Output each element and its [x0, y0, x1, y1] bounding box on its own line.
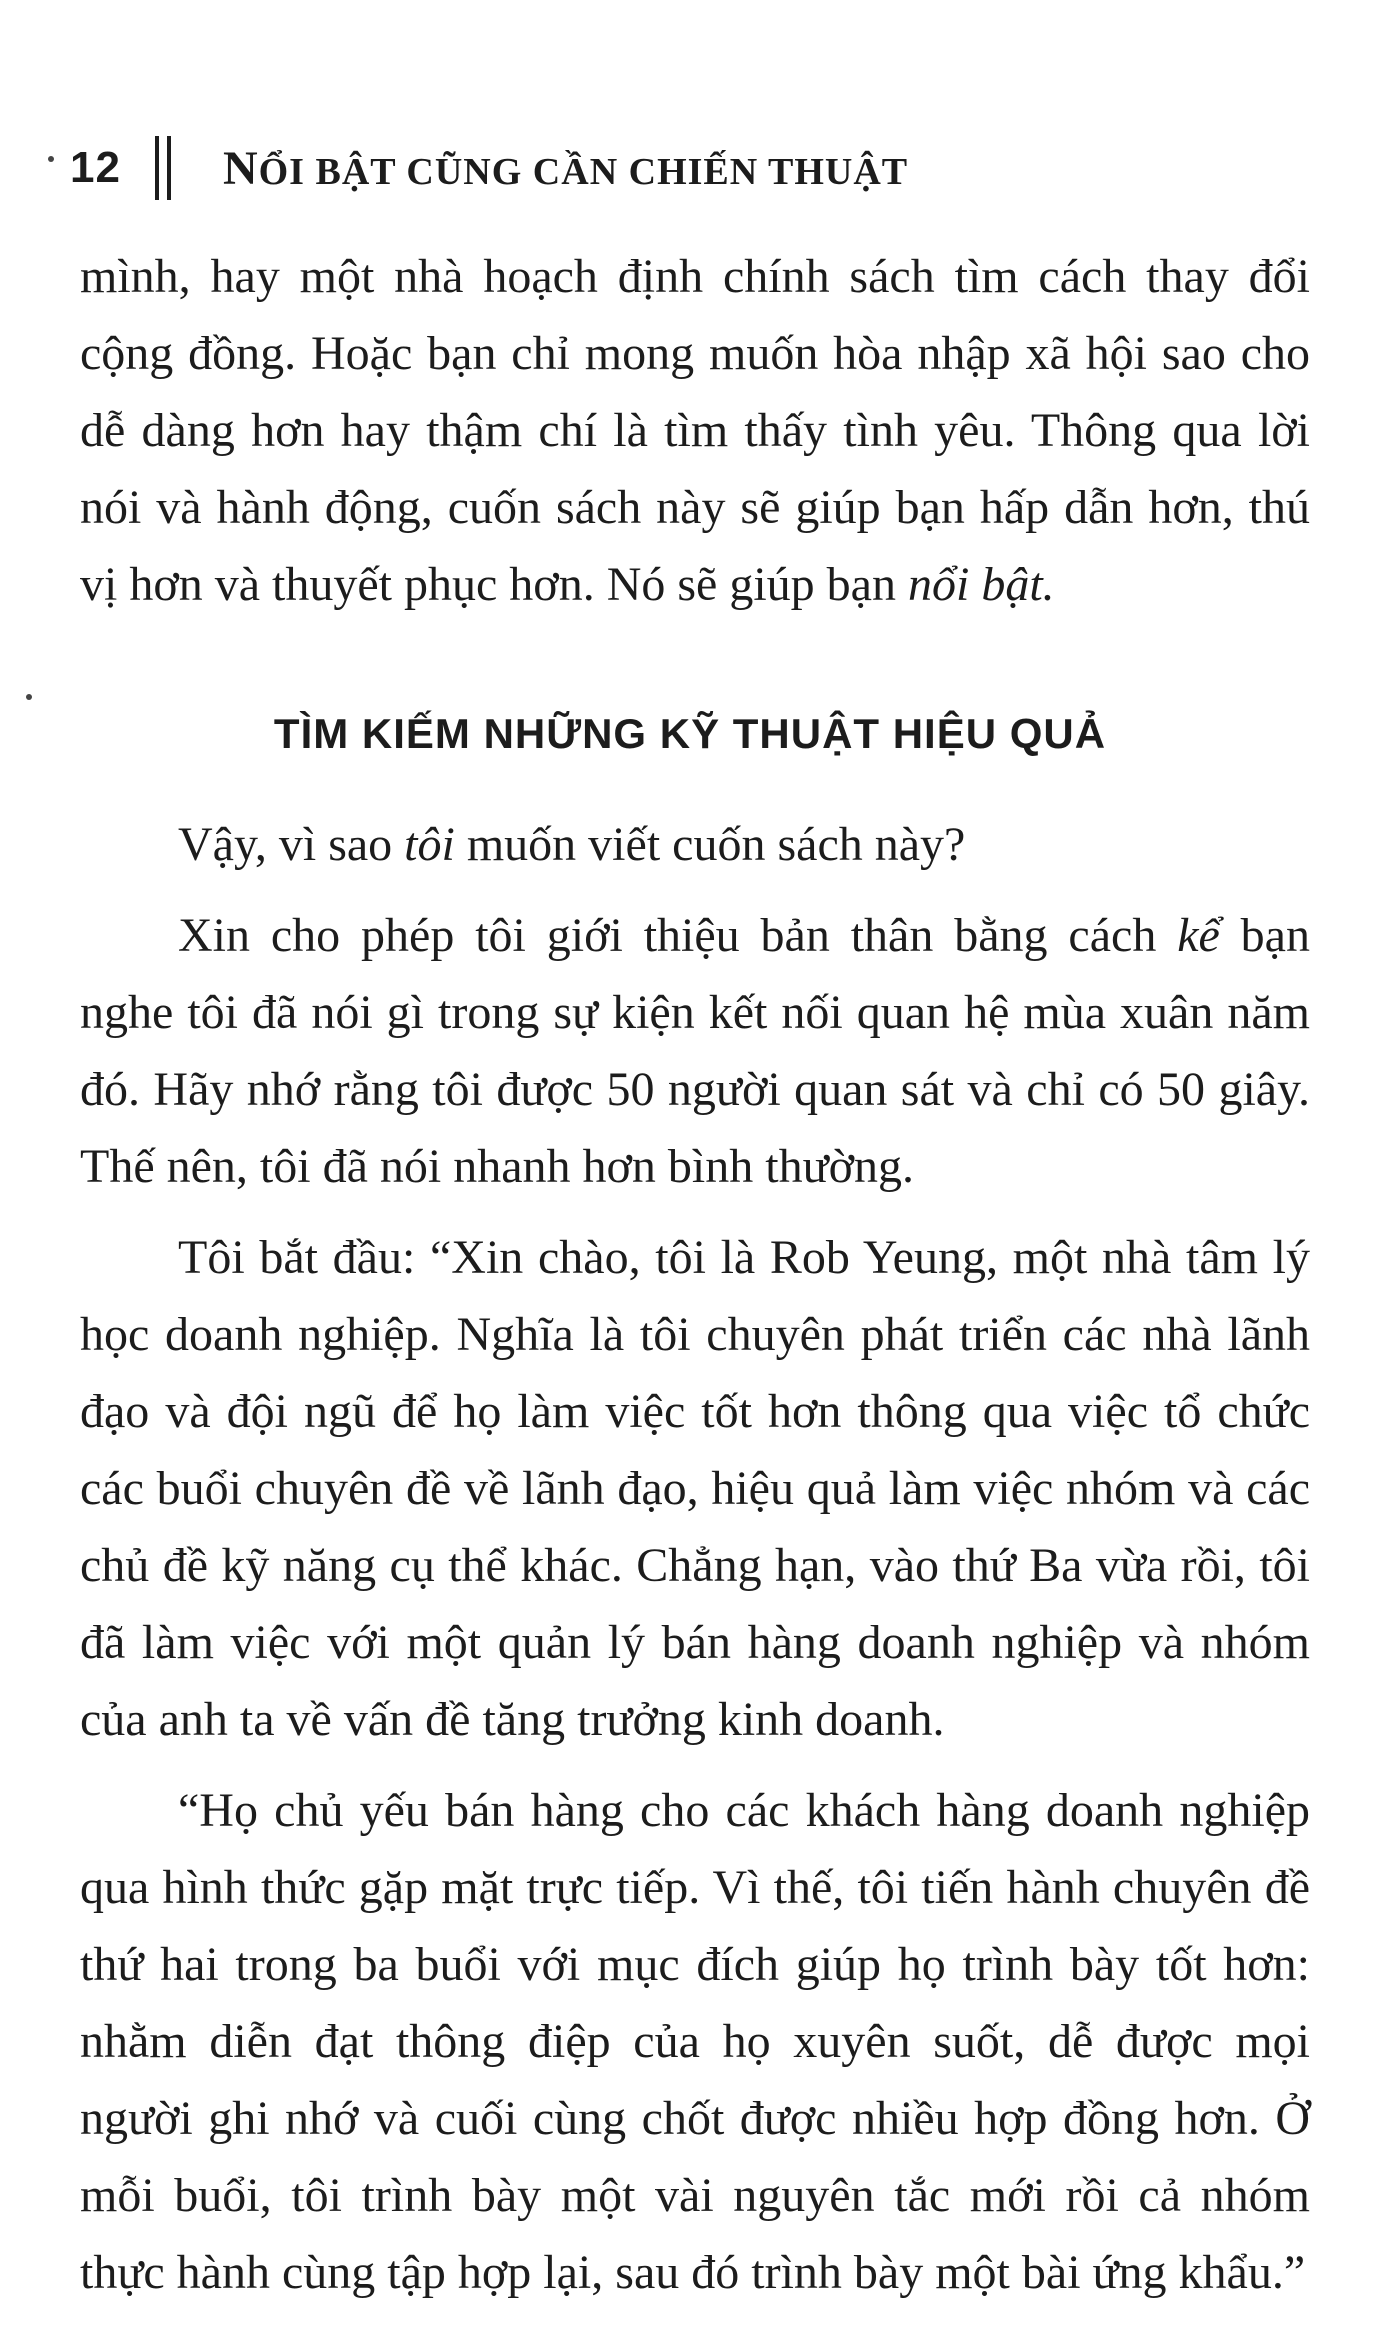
- intro-paragraph: [80, 238, 1310, 623]
- print-speck: [48, 156, 54, 162]
- section-heading: TÌM KIẾM NHỮNG KỸ THUẬT HIỆU QUẢ: [273, 710, 1107, 757]
- running-head: [223, 141, 908, 196]
- page-number: 12: [70, 143, 121, 192]
- paragraph-2-text-b: bạn nghe tôi đã nói gì trong sự kiện kết nối quan hệ mùa xuân năm đó. Hãy nhớ rằng tôi được 50 người quan sát và chỉ có 50 giây. Thế nên, tôi đã nói nhanh hơn bình thường.: [80, 909, 1310, 1193]
- running-head-initial: N: [222, 141, 259, 195]
- intro-emphasis: nổi bật.: [907, 558, 1055, 611]
- page-header: [70, 128, 908, 208]
- paragraph-3: Tôi bắt đầu: “Xin chào, tôi là Rob Yeung, một nhà tâm lý học doanh nghiệp. Nghĩa là tôi chuyên phát triển các nhà lãnh đạo và đội ngũ để họ làm việc tốt hơn thông qua việc tổ chức các buổi chuyên đề về lãnh đạo, hiệu quả làm việc nhóm và các chủ đề kỹ năng cụ thể khác. Chẳng hạn, vào thứ Ba vừa rồi, tôi đã làm việc với một quản lý bán hàng doanh nghiệp và nhóm của anh ta về vấn đề tăng trưởng kinh doanh.: [80, 1231, 1310, 1746]
- intro-text: [80, 238, 1310, 623]
- intro-paragraph-text: mình, hay một nhà hoạch định chính sách tìm cách thay đổi cộng đồng. Hoặc bạn chỉ mong muốn hòa nhập xã hội sao cho dễ dàng hơn hay thậm chí là tìm thấy tình yêu. Thông qua lời nói và hành động, cuốn sách này sẽ giúp bạn hấp dẫn hơn, thú vị hơn và thuyết phục hơn. Nó sẽ giúp bạn: [80, 250, 1310, 611]
- print-speck: [26, 694, 32, 700]
- section-body: [80, 806, 1310, 2311]
- paragraph-2-text-a: Xin cho phép tôi giới thiệu bản thân bằng cách: [178, 909, 1178, 962]
- paragraph-1-text-b: muốn viết cuốn sách này?: [454, 818, 966, 871]
- running-head-rest: ỔI BẬT CŨNG CẦN CHIẾN THUẬT: [258, 150, 909, 193]
- paragraph-1-emphasis: tôi: [404, 818, 455, 871]
- paragraph-4: “Họ chủ yếu bán hàng cho các khách hàng doanh nghiệp qua hình thức gặp mặt trực tiếp. Vì thế, tôi tiến hành chuyên đề thứ hai trong ba buổi với mục đích giúp họ trình bày tốt hơn: nhằm diễn đạt thông điệp của họ xuyên suốt, dễ được mọi người ghi nhớ và cuối cùng chốt được nhiều hợp đồng hơn. Ở mỗi buổi, tôi trình bày một vài nguyên tắc mới rồi cả nhóm thực hành cùng tập hợp lại, sau đó trình bày một bài ứng khẩu.”: [80, 1784, 1310, 2299]
- paragraph-1: [80, 806, 1310, 883]
- paragraph-1-text-a: Vậy, vì sao: [178, 818, 405, 871]
- header-divider: [155, 136, 171, 200]
- paragraph-2-emphasis: kể: [1177, 909, 1220, 962]
- paragraph-2: [80, 897, 1310, 1205]
